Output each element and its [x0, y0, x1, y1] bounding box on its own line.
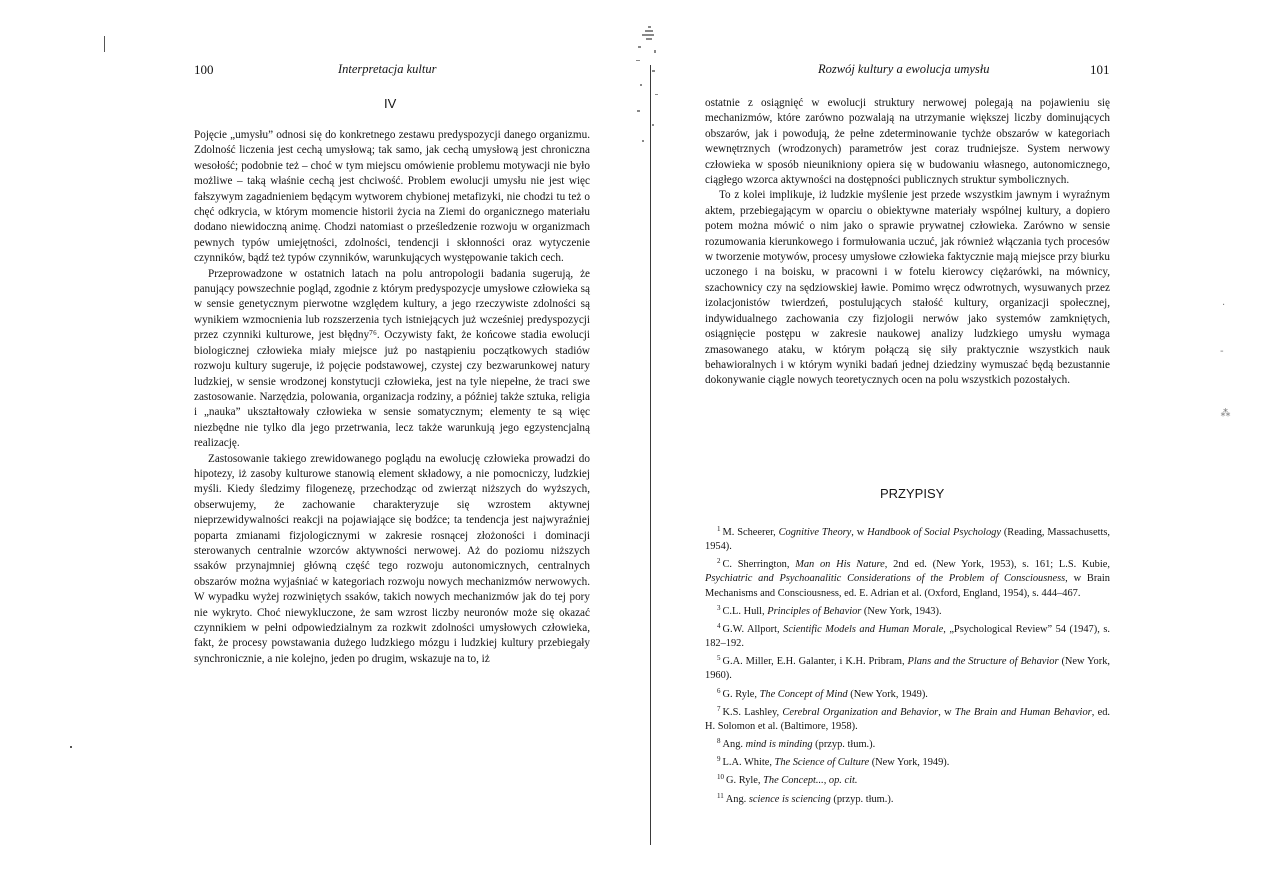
footnote-text: The Brain and Human Behavior — [954, 706, 1092, 718]
footnote-text: Handbook of Social Psychology — [867, 527, 1001, 538]
footnote-text: G. Ryle, — [726, 775, 764, 787]
footnote-text: Plans and the Structure of Behavior — [907, 656, 1059, 668]
footnote — [705, 554, 1110, 600]
footnote-text: (Reading, Massachusetts, 1954). — [705, 527, 1110, 553]
footnote — [705, 702, 1110, 734]
footnote-number: 5 — [717, 654, 721, 663]
section-title: IV — [384, 96, 397, 111]
footnote — [705, 651, 1110, 683]
footnote-text: (New York, 1949). — [869, 757, 950, 769]
footnote-text: (New York, 1949). — [847, 688, 928, 700]
right-page — [640, 0, 1262, 894]
footnote-text: (przyp. tłum.). — [830, 793, 894, 805]
footnote-text: The Concept..., op. cit. — [763, 775, 858, 787]
footnote — [705, 734, 1110, 752]
footnote-text: G.A. Miller, E.H. Galanter, i K.H. Pribram, — [722, 656, 908, 668]
margin-mark: · — [1222, 300, 1226, 311]
margin-mark: - — [1220, 346, 1224, 357]
right-body-text — [705, 96, 1110, 389]
margin-mark: ⁂ — [1220, 408, 1231, 419]
paragraph: Przeprowadzone w ostatnich latach na polu antropologii badania sugerują, że panujący powszechnie pogląd, zgodnie z którym predyspozycje umysłowe człowieka są w sensie genetycznym pierwotne względem kultury, a jego rzeczywiste zdolności są wynikiem wzmocnienia lub rozszerzenia tych istniejących już wcześniej predyspozycji przez czynniki kulturowe, jest błędny⁷⁶. Oczywisty fakt, że końcowe stadia ewolucji biologicznej człowieka miały miejsce już po nastąpieniu początkowych stadiów rozwoju kultury sugeruje, iż pojęcie podstawowej, czystej czy bezwarunkowej natury ludzkiej, w sensie wrodzonej konstytucji człowieka, jest na tyle niepełne, że traci swe zastosowanie. Narzędzia, polowania, organizacja rodziny, a później także sztuka, religia i „nauka” ukształtowały człowieka w sensie somatycznym; elementy te są więc niezbędne nie tylko dla jego przetrwania, lecz także warunkują jego egzystencjalną realizację. — [194, 267, 590, 450]
footnote-text: L.A. White, — [722, 757, 775, 769]
paragraph: Pojęcie „umysłu” odnosi się do konkretnego zestawu predyspozycji danego organizmu. Zdolność liczenia jest cechą umysłową; tak samo, jak cechą umysłową jest chroniczna wesołość; podobnie też – choć w tym miejscu omówienie problemu motywacji nie było możliwe – taką właśnie cechą jest chciwość. Problem ewolucji umysłu nie jest więc fałszywym zagadnieniem będącym wytworem chybionej metafizyki, nie chodzi tu też o chęć odkrycia, w którym momencie historii życia na Ziemi do organicznego materiału dodano niewidoczną animę. Chodzi natomiast o prześledzenie rozwoju w organizmach pewnych typów umiejętności, zdolności, tendencji i skłonności oraz wytyczenie czynników, bądź też typów czynników, warunkujących występowanie takich cech. — [194, 129, 590, 265]
footnote-text: The Science of Culture — [774, 757, 870, 769]
footnote-text: , w Brain Mechanisms and Consciousness, ed. E. Adrian et al. (Oxford, England, 1954), s. 444–467. — [705, 573, 1110, 599]
footnote — [705, 789, 1110, 807]
footnote-number: 7 — [717, 704, 721, 713]
footnote — [705, 752, 1110, 770]
footnote-number: 4 — [717, 621, 721, 630]
footnote-text: , w — [851, 527, 868, 538]
paragraph: Zastosowanie takiego zrewidowanego poglądu na ewolucję człowieka prowadzi do hipotezy, iż zasoby kulturowe stanowią element składowy, a nie pomocniczy, ludzkiej myśli. Kiedy śledzimy filogenezę, przechodząc od zwierząt niższych do wyższych, obserwujemy, że zachowanie charakteryzuje się wzrostem aktywnej nieprzewidywalności reakcji na pojawiające się bodźce; ta tendencja jest najwyraźniej poparta zmianami fizjologicznymi w zakresie rosnącej złożoności i dominacji sterowanych centralnie wzorców aktywności nerwowej. Aż do poziomu niższych ssaków przynajmniej główną część tego rozwoju autonomicznych, centralnych obszarów można wyjaśniać w kategoriach rozwoju nowych mechanizmów nerwowych. W wypadku wyżej rozwiniętych ssaków, takich nowych mechanizmów jak do tej pory nie wykryto. Choć niewykluczone, że sam wzrost liczby neuronów może się okazać czynnikiem w pełni odpowiedzialnym za rozkwit zdolności umysłowych człowieka, fakt, że procesy powstawania dużego ludzkiego mózgu i ludzkiej kultury przebiegały synchronicznie, a nie kolejno, jeden po drugim, wskazuje na to, iż — [194, 452, 590, 665]
left-running-head: Interpretacja kultur — [338, 62, 437, 76]
footnote-number: 2 — [717, 557, 721, 566]
right-page-number: 101 — [1090, 62, 1110, 77]
footnote-number: 1 — [717, 525, 721, 533]
footnote-text: K.S. Lashley, — [722, 706, 783, 718]
footnote-text: (przyp. tłum.). — [812, 739, 876, 751]
footnote-text: (New York, 1943). — [861, 605, 942, 617]
footnote-text: , 2nd ed. (New York, 1953), s. 161; L.S. Kubie, — [884, 559, 1110, 571]
footnote-text: Cerebral Organization and Behavior — [782, 706, 939, 718]
footnote-text: Ang. — [725, 793, 749, 805]
footnote-text: mind is minding — [745, 739, 813, 751]
footnote-text: Psychiatric and Psychoanalitic Considerations of the Problem of Consciousness — [705, 573, 1066, 585]
paragraph: To z kolei implikuje, iż ludzkie myślenie jest przede wszystkim jawnym i wyraźnym aktem, przebiegającym w oparciu o obiektywne materiały wspólnej kultury, a dopiero potem można mówić o nim jako o sprawie prywatnej człowieka. Zarówno w sensie rozumowania kierunkowego i formułowania uczuć, jak również włączania tych procesów w tworzenie motywów, procesy umysłowe człowieka faktycznie mają miejsce przy biurku uczonego i na boisku, w pracowni i w fotelu kierowcy ciężarówki, na mównicy, szachownicy czy na sędziowskiej ławie. Pomimo wręcz odwrotnych, wysuwanych przez izolacjonistów twierdzeń, postulujących stałość kultury, organizacji społecznej, indywidualnego zachowania czy fizjologii nerwów jako systemów zamkniętych, osiągnięcie postępu w zakresie naukowej analizy ludzkiego umysłu wymaga zmasowanego ataku, w którym połączą się siły praktycznie wszystkich nauk behawioralnych i w którym wyniki badań jednej dziedziny wymuszać będą bezustannie dokonywanie ciągle nowych teoretycznych ocen na polu wszystkich pozostałych. — [705, 189, 1110, 387]
footnote-text: Principles of Behavior — [767, 605, 862, 617]
footnote-number: 3 — [717, 603, 721, 612]
footnote-text: Man on His Nature — [795, 559, 885, 571]
footnote-text: (New York, 1960). — [705, 656, 1110, 682]
paragraph: ostatnie z osiągnięć w ewolucji struktury nerwowej polegają na pojawieniu się mechanizmów, które zarówno pozwalają na utrzymanie większej liczby dominujących obszarów, jak i powodują, że pełne zdeterminowanie tychże obszarów w kategoriach wewnętrznych (wrodzonych) parametrów jest coraz trudniejsze. System nerwowy człowieka w sposób nieunikniony opiera się w budowaniu własnego, autonomicznego, ciągłego wzorca aktywności na dostępności publicznych struktur symbolicznych. — [705, 97, 1110, 187]
footnote-text: G. Ryle, — [722, 688, 760, 700]
footnote-text: G.W. Allport, — [722, 623, 784, 635]
crop-mark — [70, 746, 72, 748]
footnote-text: , w — [938, 706, 955, 718]
footnote-text: , ed. H. Solomon et al. (Baltimore, 1958). — [705, 706, 1110, 732]
footnote-number: 11 — [717, 791, 724, 800]
footnote-text: Cognitive Theory — [778, 527, 852, 538]
footnote-text: Scientific Models and Human Morale — [783, 623, 944, 635]
footnote — [705, 601, 1110, 619]
crop-mark — [104, 36, 105, 52]
footnote-text: Ang. — [722, 739, 746, 751]
footnote-text: C.L. Hull, — [722, 605, 768, 617]
left-page-number: 100 — [194, 62, 214, 77]
footnote-number: 10 — [717, 773, 724, 782]
footnote — [705, 684, 1110, 702]
footnote-number: 6 — [717, 686, 721, 695]
footnote-text: , „Psychological Review” 54 (1947), s. 182–192. — [705, 623, 1110, 650]
left-body-text — [194, 128, 590, 667]
footnote — [705, 770, 1110, 788]
footnote-number: 8 — [717, 737, 721, 746]
footnote-text: science is sciencing — [748, 793, 831, 805]
footnotes-list — [705, 522, 1110, 807]
right-running-head: Rozwój kultury a ewolucja umysłu — [818, 62, 990, 76]
footnote — [705, 619, 1110, 651]
footnote-text: C. Sherrington, — [722, 559, 796, 571]
footnote-number: 9 — [717, 755, 721, 764]
footnote-text: M. Scheerer, — [722, 527, 779, 538]
notes-title: PRZYPISY — [880, 486, 945, 501]
footnote-text: The Concept of Mind — [759, 688, 848, 700]
footnote — [705, 522, 1110, 554]
